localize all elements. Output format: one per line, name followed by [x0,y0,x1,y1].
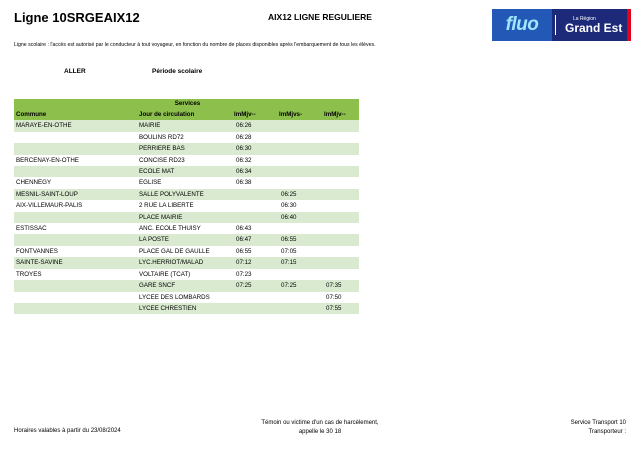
cell-stop: GARE SNCF [137,280,232,291]
cell-time-service-3 [322,246,359,257]
table-row [14,212,359,223]
cell-time-service-2 [277,292,322,303]
service-name: Service Transport 10 [570,420,626,426]
cell-time-service-3 [322,166,359,177]
cell-time-service-1 [232,212,277,223]
cell-commune: ESTISSAC [16,225,47,233]
column-header-commune: Commune [14,109,137,120]
cell-stop: MAIRIE [137,120,232,131]
table-row [14,292,359,303]
cell-time-service-1: 06:30 [232,143,277,154]
cell-time-service-2: 07:15 [277,257,322,268]
table-row [14,234,359,245]
column-header-service-1: lmMjv-- [232,109,277,120]
direction-label: ALLER [64,68,86,75]
cell-time-service-2 [277,120,322,131]
cell-time-service-3 [322,257,359,268]
cell-stop: PERRIERE BAS [137,143,232,154]
cell-time-service-3: 07:50 [326,293,342,301]
cell-time-service-1: 06:43 [236,225,252,233]
cell-time-service-3 [322,132,359,143]
table-row [14,120,359,131]
cell-time-service-3: 07:35 [322,280,359,291]
cell-commune [14,166,137,177]
column-header-service-3: lmMjv-- [322,109,359,120]
harassment-line-2: appelle le 30 18 [298,429,342,435]
cell-commune: CHENNEGY [16,179,52,187]
table-row [14,166,359,177]
cell-time-service-2: 07:05 [281,247,297,255]
cell-time-service-1 [232,303,277,314]
cell-time-service-1 [232,200,277,211]
cell-time-service-1: 06:28 [236,133,252,141]
cell-time-service-2 [277,155,322,166]
cell-commune: TROYES [16,270,42,278]
cell-time-service-1: 06:32 [236,156,252,164]
cell-time-service-1: 07:23 [236,270,252,278]
table-row [14,280,359,291]
cell-commune: MARAYE-EN-OTHE [14,120,137,131]
cell-time-service-1: 06:26 [232,120,277,131]
cell-stop: LYCEE CHRESTIEN [137,303,232,314]
cell-time-service-2: 07:25 [277,280,322,291]
cell-stop: PLACE GAL DE GAULLE [139,247,210,255]
cell-time-service-2: 06:30 [281,202,297,210]
cell-commune: BERCENAY-EN-OTHE [16,156,79,164]
cell-time-service-3 [322,212,359,223]
cell-time-service-3 [322,189,359,200]
cell-commune: MESNIL-SAINT-LOUP [14,189,137,200]
cell-time-service-3: 07:55 [322,303,359,314]
cell-time-service-2 [277,269,322,280]
column-header-service-2: lmMjvs- [277,109,322,120]
cell-stop: VOLTAIRE (TCAT) [139,270,191,278]
cell-commune [14,292,137,303]
cell-time-service-2 [277,143,322,154]
table-row [14,257,359,268]
cell-stop: EGLISE [139,179,162,187]
table-row [14,189,359,200]
cell-time-service-2: 06:55 [277,234,322,245]
cell-time-service-1: 06:55 [236,247,252,255]
region-mark [559,9,628,41]
cell-stop: CONCISE RD23 [139,156,185,164]
line-subtitle: AIX12 LIGNE REGULIERE [268,12,372,22]
line-title: Ligne 10SRGEAIX12 [14,10,140,25]
service-info [571,419,626,437]
column-header-stop: Jour de circulation [137,109,232,120]
cell-time-service-1: 06:47 [232,234,277,245]
cell-commune [14,132,137,143]
table-row [14,303,359,314]
cell-time-service-1 [232,189,277,200]
cell-stop: 2 RUE LA LIBERTE [139,202,194,210]
cell-commune [14,212,137,223]
cell-stop: SALLE POLYVALENTE [137,189,232,200]
harassment-line-1: Témoin ou victime d'un cas de harcèlement, [261,420,379,426]
cell-time-service-2 [277,303,322,314]
cell-commune [14,280,137,291]
cell-time-service-3 [322,223,359,234]
cell-time-service-3 [322,234,359,245]
cell-time-service-3 [322,120,359,131]
cell-time-service-3 [322,155,359,166]
table-row [14,143,359,154]
cell-time-service-2 [277,132,322,143]
fluo-grand-est-logo [492,9,628,41]
services-header-row [14,99,359,109]
region-big-label: Grand Est [565,20,623,35]
cell-time-service-1: 06:38 [236,179,252,187]
cell-stop: LYCEE DES LOMBARDS [139,293,210,301]
cell-time-service-2: 06:25 [277,189,322,200]
column-header-row [14,109,359,120]
cell-stop: LYC.HERRIOT/MALAD [137,257,232,268]
table-row [14,155,359,166]
table-row [14,223,359,234]
cell-commune [14,303,137,314]
cell-stop: BOULINS RD72 [139,133,184,141]
cell-time-service-3 [322,200,359,211]
period-label: Période scolaire [152,68,203,75]
logo-red-accent [627,9,631,41]
table-row [14,246,359,257]
cell-time-service-1: 07:12 [232,257,277,268]
table-row [14,177,359,188]
cell-commune: SAINTE-SAVINE [14,257,137,268]
access-notice: Ligne scolaire : l'accès est autorisé par le conducteur à tout voyageur, en fonction du nombre de places disponibles après l'embarquement de tous les élèves. [14,42,376,48]
region-small-label: La Région [573,15,596,22]
cell-time-service-2 [277,166,322,177]
cell-time-service-1: 06:34 [232,166,277,177]
cell-time-service-2 [277,177,322,188]
carrier-label: Transporteur : [588,429,626,435]
timetable-body [14,120,359,314]
table-row [14,132,359,143]
harassment-notice [230,419,410,437]
services-header: Services [14,99,359,109]
validity-date: Horaires valables à partir du 23/08/2024 [14,428,121,434]
cell-stop: LA POSTE [137,234,232,245]
cell-commune [14,143,137,154]
timetable [14,99,359,314]
cell-time-service-1: 07:25 [232,280,277,291]
table-row [14,269,359,280]
cell-time-service-1 [232,292,277,303]
cell-stop: ECOLE MAT [137,166,232,177]
table-row [14,200,359,211]
cell-time-service-3 [322,143,359,154]
cell-commune [14,234,137,245]
fluo-brand-mark: fluo [492,9,552,41]
cell-commune: FONTVANNES [16,247,58,255]
cell-stop: PLACE MAIRIE [137,212,232,223]
cell-time-service-2: 06:40 [277,212,322,223]
cell-commune: AIX-VILLEMAUR-PALIS [16,202,83,210]
cell-time-service-2 [277,223,322,234]
cell-stop: ANC. ECOLE THUISY [139,225,201,233]
cell-time-service-3 [322,177,359,188]
cell-time-service-3 [322,269,359,280]
logo-separator [555,15,556,35]
